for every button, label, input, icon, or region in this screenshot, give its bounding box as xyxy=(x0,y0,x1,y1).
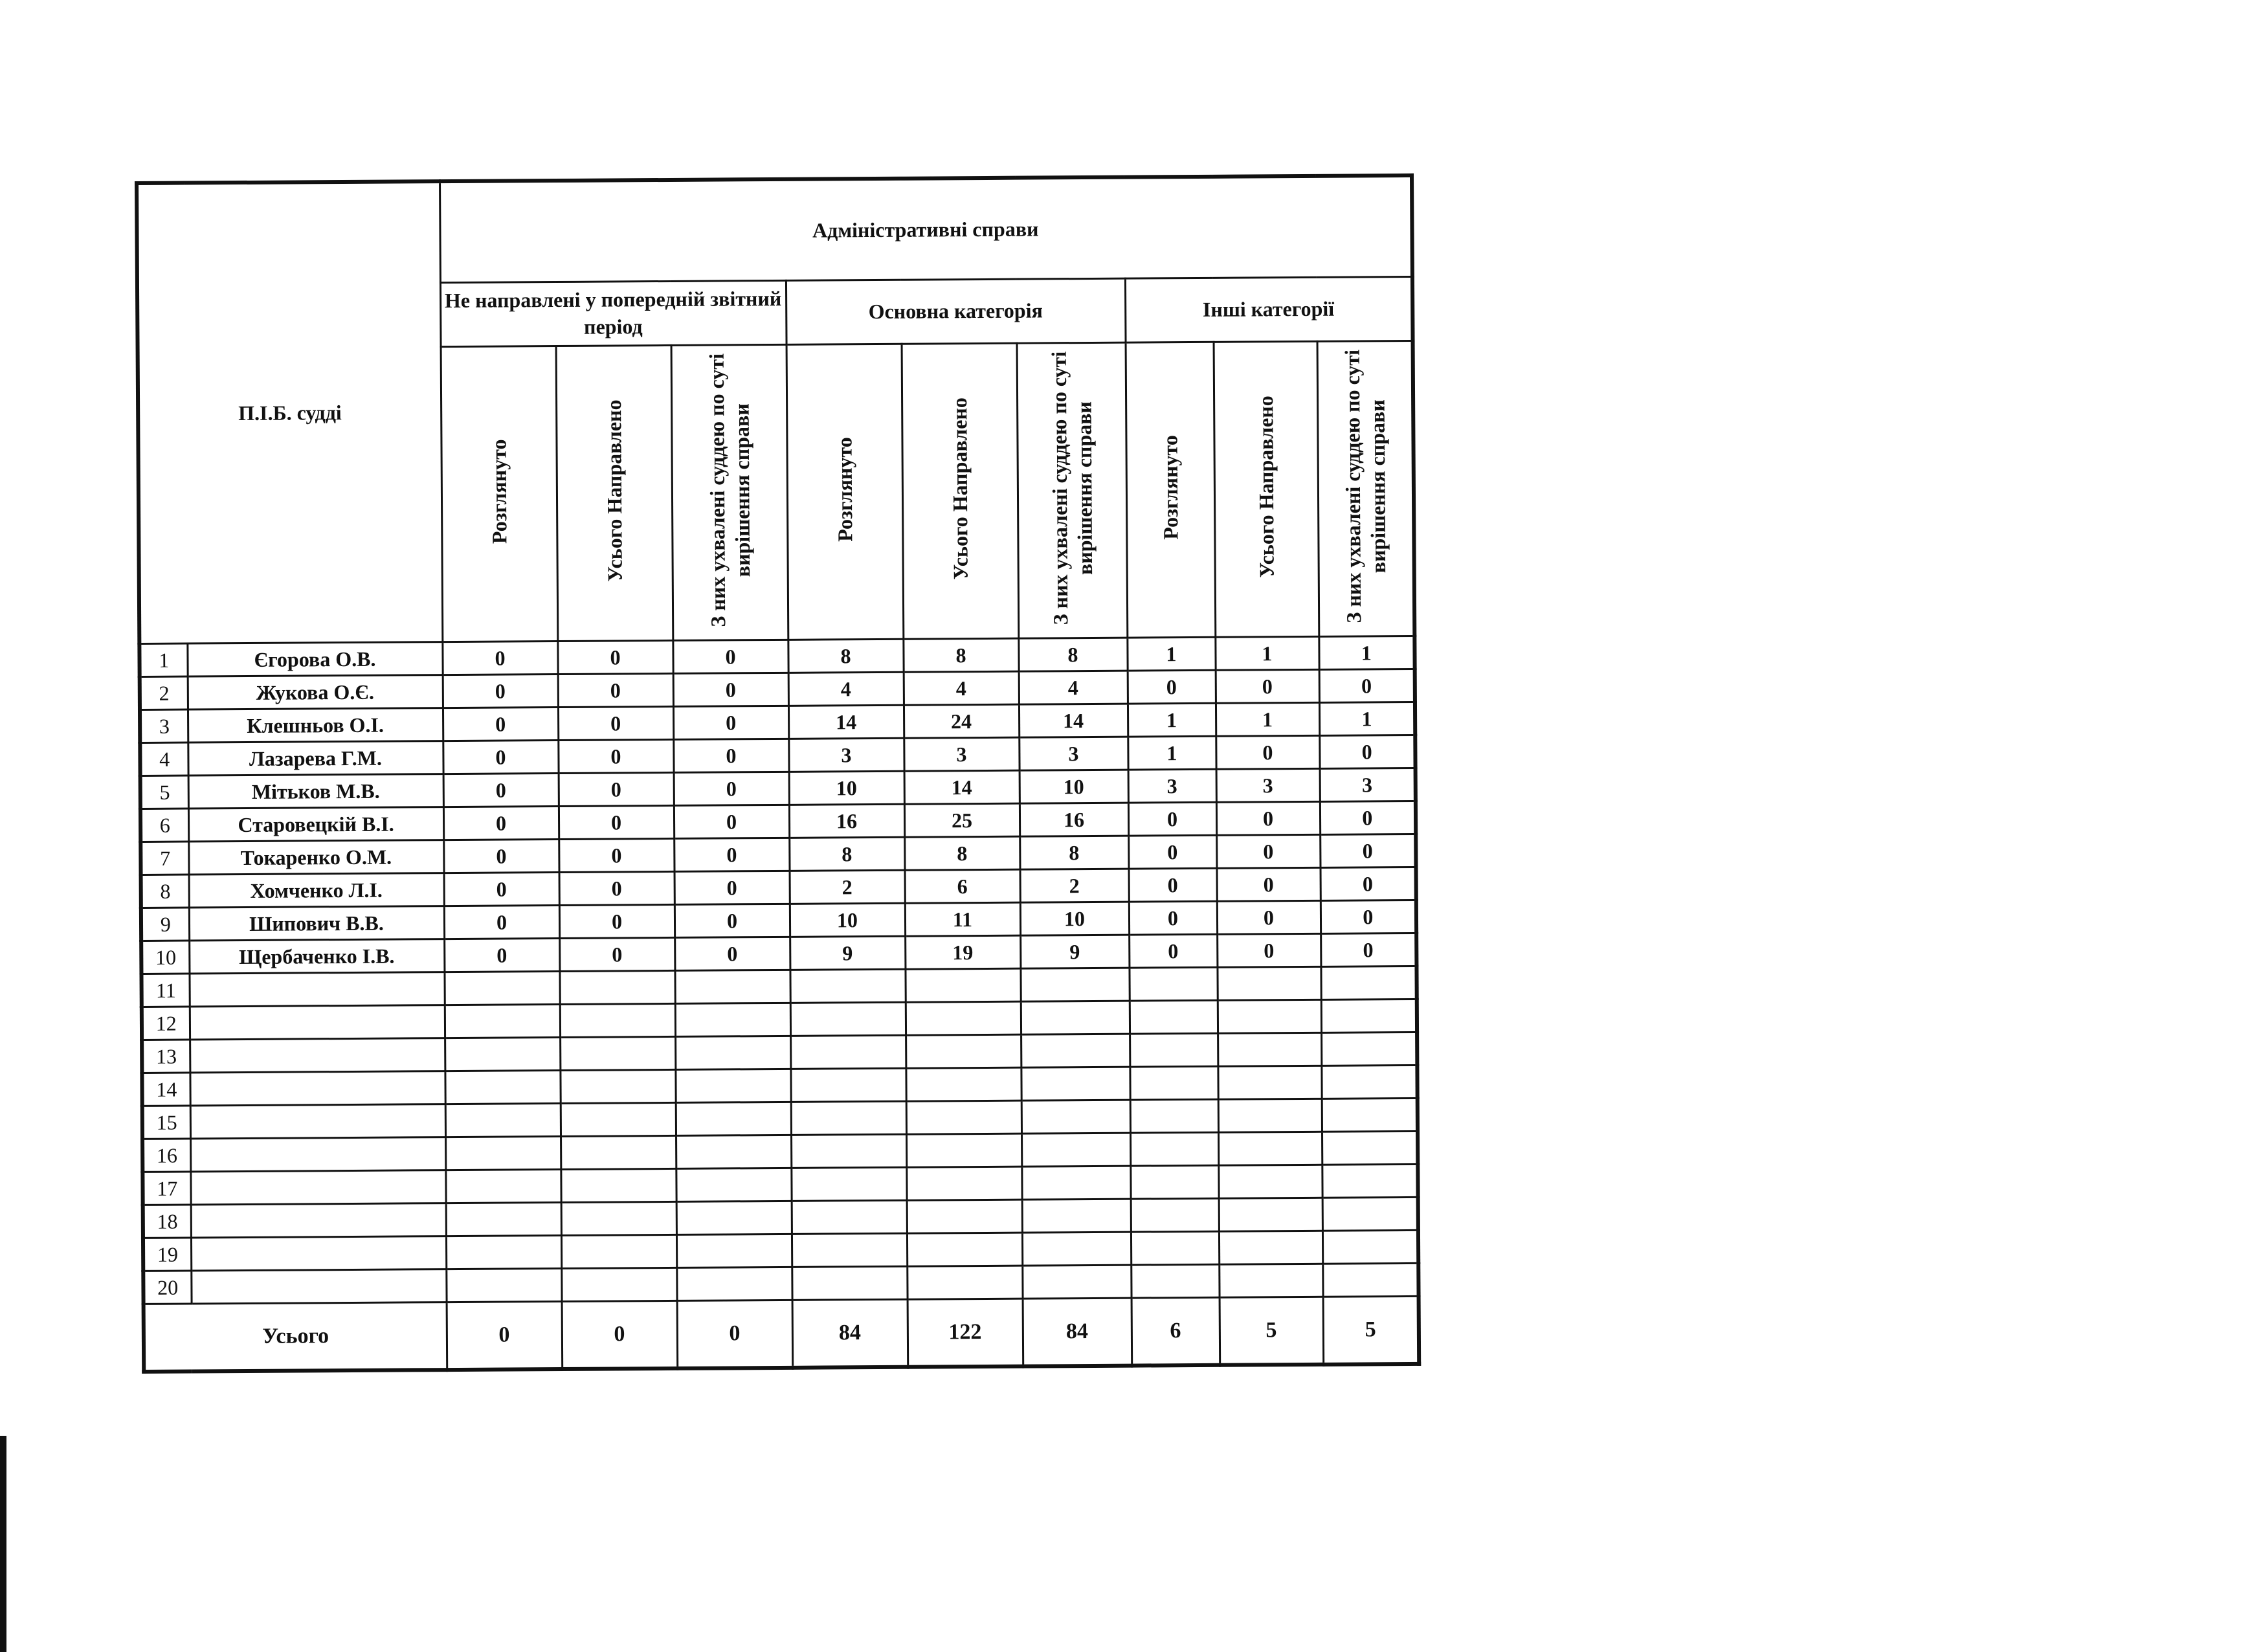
value-cell xyxy=(1021,1133,1130,1166)
value-cell xyxy=(675,1069,790,1102)
value-cell: 1 xyxy=(1215,636,1319,670)
value-cell xyxy=(1219,1264,1322,1297)
value-cell: 0 xyxy=(1217,900,1321,934)
value-cell: 0 xyxy=(1129,901,1217,935)
row-number: 14 xyxy=(142,1073,190,1106)
value-cell xyxy=(561,1102,676,1136)
scan-edge-mark xyxy=(0,1436,6,1652)
judge-name: Старовецкій В.І. xyxy=(188,807,443,842)
value-cell: 0 xyxy=(1319,735,1415,768)
judge-name: Щербаченко І.В. xyxy=(189,939,444,974)
value-cell: 4 xyxy=(904,671,1019,705)
value-cell xyxy=(1218,1099,1322,1132)
value-cell: 10 xyxy=(790,903,905,937)
judge-name: Токаренко О.М. xyxy=(188,840,443,875)
value-cell xyxy=(907,1200,1022,1233)
value-cell: 8 xyxy=(1020,836,1128,869)
value-cell: 0 xyxy=(1320,834,1416,867)
value-cell: 0 xyxy=(443,708,558,741)
value-cell xyxy=(1130,1132,1218,1166)
value-cell xyxy=(561,1267,676,1301)
group-header-other-categories: Інші категорії xyxy=(1125,276,1413,342)
value-cell: 3 xyxy=(1128,769,1216,803)
value-cell xyxy=(446,1236,561,1269)
row-number: 3 xyxy=(140,709,188,742)
row-number: 17 xyxy=(142,1172,190,1205)
value-cell xyxy=(676,1102,791,1135)
group-header-previous-period: Не направлені у попередній звітний період xyxy=(440,280,786,346)
value-cell xyxy=(1130,1165,1218,1199)
value-cell: 0 xyxy=(559,838,674,872)
value-cell xyxy=(1322,1197,1418,1231)
value-cell: 10 xyxy=(1020,902,1129,935)
subcol-header: Усього Направлено xyxy=(1214,341,1319,637)
value-cell: 0 xyxy=(1216,735,1319,769)
value-cell xyxy=(1022,1265,1131,1299)
value-cell xyxy=(1321,966,1416,999)
total-cell: 84 xyxy=(1023,1298,1132,1367)
value-cell xyxy=(675,1036,790,1069)
value-cell xyxy=(674,970,790,1003)
judge-name: Лазарева Г.М. xyxy=(188,741,443,776)
value-cell xyxy=(792,1233,907,1267)
value-cell: 8 xyxy=(1018,638,1127,671)
value-cell: 0 xyxy=(559,772,674,806)
value-cell xyxy=(676,1201,792,1234)
value-cell: 0 xyxy=(443,675,558,708)
value-cell xyxy=(906,1067,1021,1101)
judge-name: Шипович В.В. xyxy=(189,906,444,941)
row-number: 5 xyxy=(140,776,188,809)
row-number: 18 xyxy=(143,1205,191,1238)
value-cell: 1 xyxy=(1127,637,1215,671)
judge-name xyxy=(190,1005,445,1040)
row-number: 2 xyxy=(140,676,188,709)
value-cell: 8 xyxy=(788,639,903,673)
value-cell: 0 xyxy=(674,871,790,904)
value-cell xyxy=(1131,1264,1219,1298)
value-cell: 3 xyxy=(788,738,904,772)
value-cell: 0 xyxy=(558,739,673,773)
value-cell xyxy=(792,1200,907,1234)
value-cell xyxy=(1322,1131,1418,1165)
value-cell xyxy=(1129,967,1217,1001)
value-cell: 0 xyxy=(559,937,674,971)
value-cell: 0 xyxy=(443,741,558,774)
row-number: 11 xyxy=(141,974,189,1007)
value-cell xyxy=(561,1135,676,1169)
value-cell xyxy=(1218,1032,1321,1066)
value-cell: 0 xyxy=(1128,835,1216,869)
value-cell: 0 xyxy=(1129,934,1217,968)
value-cell xyxy=(1218,1165,1322,1198)
value-cell: 19 xyxy=(905,935,1020,969)
value-cell xyxy=(1021,1067,1130,1100)
value-cell: 0 xyxy=(674,937,790,970)
value-cell xyxy=(560,1069,675,1103)
value-cell: 10 xyxy=(789,771,904,805)
value-cell: 0 xyxy=(1321,867,1416,900)
value-cell xyxy=(1321,1032,1417,1066)
value-cell xyxy=(906,1100,1021,1134)
judge-name xyxy=(191,1236,446,1271)
value-cell xyxy=(907,1266,1022,1299)
value-cell xyxy=(906,1034,1021,1068)
table-header xyxy=(137,175,1414,644)
subcol-header: Розглянуто xyxy=(441,346,558,642)
value-cell: 0 xyxy=(1216,834,1320,868)
subcol-header: З них ухвалені суддею по суті вирішення справи xyxy=(1017,342,1128,638)
row-number: 9 xyxy=(141,908,189,941)
main-title-header: Адміністративні справи xyxy=(440,175,1412,283)
total-cell: 0 xyxy=(562,1300,678,1369)
value-cell: 0 xyxy=(1128,802,1216,836)
judge-name-header: П.І.Б. судді xyxy=(137,181,442,643)
subcol-header: З них ухвалені суддею по суті вирішення справи xyxy=(1317,340,1415,636)
value-cell: 0 xyxy=(673,706,788,739)
row-number: 10 xyxy=(141,941,189,974)
value-cell xyxy=(1218,1066,1321,1099)
value-cell xyxy=(790,969,905,1003)
value-cell: 1 xyxy=(1319,702,1415,735)
value-cell xyxy=(907,1233,1022,1266)
judge-name xyxy=(190,1170,445,1205)
value-cell xyxy=(792,1266,907,1300)
value-cell xyxy=(445,1038,560,1071)
value-cell xyxy=(906,1166,1021,1200)
value-cell xyxy=(1130,1099,1218,1133)
value-cell: 8 xyxy=(903,638,1018,672)
value-cell xyxy=(1130,1066,1218,1100)
value-cell xyxy=(446,1269,561,1302)
value-cell: 0 xyxy=(559,904,674,938)
value-cell xyxy=(1322,1098,1418,1132)
value-cell: 0 xyxy=(1129,868,1217,902)
value-cell xyxy=(1321,1065,1417,1099)
value-cell: 3 xyxy=(1019,737,1128,770)
value-cell: 14 xyxy=(904,770,1020,804)
value-cell: 0 xyxy=(443,774,559,807)
group-header-main-category: Основна категорія xyxy=(786,278,1126,344)
value-cell: 1 xyxy=(1128,736,1216,770)
value-cell: 0 xyxy=(1321,900,1416,933)
value-cell: 1 xyxy=(1216,702,1319,736)
value-cell xyxy=(446,1203,561,1236)
judges-report-table xyxy=(135,173,1421,1374)
subcol-header: Розглянуто xyxy=(1126,342,1216,638)
table-footer xyxy=(144,1296,1420,1372)
total-cell: 84 xyxy=(792,1299,908,1368)
value-cell: 4 xyxy=(788,672,904,706)
value-cell: 0 xyxy=(558,673,673,707)
value-cell: 8 xyxy=(904,836,1020,870)
value-cell: 9 xyxy=(790,936,905,970)
value-cell xyxy=(1219,1198,1322,1231)
value-cell xyxy=(561,1201,676,1235)
total-cell: 0 xyxy=(677,1300,793,1368)
value-cell: 11 xyxy=(905,902,1020,936)
judge-name xyxy=(190,1038,445,1073)
value-cell: 0 xyxy=(1321,933,1416,966)
value-cell xyxy=(675,1003,790,1036)
value-cell xyxy=(1130,1000,1218,1034)
value-cell xyxy=(1021,1034,1130,1067)
row-number: 13 xyxy=(142,1040,190,1073)
value-cell xyxy=(1217,966,1321,1000)
total-row xyxy=(144,1296,1420,1372)
value-cell xyxy=(1022,1199,1131,1233)
value-cell xyxy=(676,1168,791,1201)
value-cell: 0 xyxy=(444,939,559,972)
table-body xyxy=(139,636,1418,1304)
value-cell xyxy=(1021,1100,1130,1133)
judge-name xyxy=(190,1071,445,1106)
value-cell xyxy=(561,1168,676,1202)
value-cell: 0 xyxy=(443,807,559,840)
value-cell xyxy=(676,1234,792,1267)
value-cell xyxy=(791,1167,906,1201)
value-cell xyxy=(1218,999,1321,1033)
value-cell xyxy=(906,1133,1021,1167)
value-cell: 0 xyxy=(674,772,789,805)
value-cell: 14 xyxy=(1019,704,1128,737)
value-cell: 14 xyxy=(788,705,904,739)
value-cell xyxy=(1131,1198,1219,1232)
value-cell: 0 xyxy=(559,871,674,905)
value-cell: 24 xyxy=(904,704,1019,738)
value-cell xyxy=(561,1234,676,1268)
value-cell xyxy=(1021,1001,1130,1034)
value-cell: 0 xyxy=(443,840,559,873)
value-cell xyxy=(676,1267,792,1300)
value-cell: 10 xyxy=(1020,770,1128,803)
judge-name: Мітьков М.В. xyxy=(188,774,443,809)
subcol-header: З них ухвалені суддею по суті вирішення справи xyxy=(671,344,788,640)
value-cell xyxy=(791,1101,906,1135)
value-cell xyxy=(1130,1033,1218,1067)
value-cell xyxy=(906,1001,1021,1035)
total-cell: 5 xyxy=(1323,1296,1420,1364)
total-cell: 5 xyxy=(1220,1297,1324,1365)
row-number: 16 xyxy=(142,1139,190,1172)
value-cell xyxy=(1321,999,1417,1032)
value-cell xyxy=(1322,1230,1418,1264)
value-cell: 4 xyxy=(1019,671,1128,704)
value-cell: 0 xyxy=(674,838,789,871)
subcol-header: Розглянуто xyxy=(786,344,904,640)
value-cell: 3 xyxy=(1216,768,1320,802)
value-cell: 0 xyxy=(1319,669,1415,702)
row-number: 12 xyxy=(142,1007,190,1040)
value-cell xyxy=(905,968,1020,1002)
value-cell: 0 xyxy=(673,739,788,772)
judge-name xyxy=(190,1104,445,1139)
judge-name: Клешньов О.І. xyxy=(188,708,443,742)
total-cell: 6 xyxy=(1132,1297,1220,1365)
total-cell: 0 xyxy=(447,1302,563,1370)
value-cell: 0 xyxy=(674,805,789,838)
value-cell xyxy=(791,1134,906,1168)
judge-name: Єгорова О.В. xyxy=(187,642,442,676)
value-cell: 0 xyxy=(444,873,559,906)
value-cell: 3 xyxy=(904,737,1019,771)
value-cell: 0 xyxy=(558,706,673,740)
judge-name: Жукова О.Є. xyxy=(188,675,443,709)
value-cell xyxy=(445,1005,560,1038)
value-cell xyxy=(560,1036,675,1070)
value-cell xyxy=(790,1068,906,1102)
value-cell: 16 xyxy=(789,804,904,838)
value-cell: 0 xyxy=(1216,669,1319,703)
row-number: 15 xyxy=(142,1106,190,1139)
judge-name: Хомченко Л.І. xyxy=(189,873,444,908)
value-cell: 25 xyxy=(904,803,1020,837)
value-cell: 0 xyxy=(444,906,559,939)
judge-name xyxy=(189,972,444,1007)
value-cell: 0 xyxy=(1217,933,1321,967)
judge-name xyxy=(191,1203,446,1238)
subcol-header: Усього Направлено xyxy=(902,343,1019,639)
judge-name xyxy=(190,1137,445,1172)
value-cell xyxy=(1322,1164,1418,1198)
value-cell: 0 xyxy=(1128,670,1216,704)
value-cell: 8 xyxy=(789,837,904,871)
value-cell: 0 xyxy=(442,642,557,675)
value-cell: 9 xyxy=(1020,935,1129,968)
value-cell: 2 xyxy=(1020,869,1129,902)
value-cell: 6 xyxy=(905,869,1020,903)
value-cell xyxy=(1219,1231,1322,1264)
row-number: 1 xyxy=(139,643,187,676)
value-cell xyxy=(444,972,559,1005)
row-number: 6 xyxy=(140,809,188,842)
total-label: Усього xyxy=(144,1302,447,1372)
value-cell xyxy=(1020,968,1129,1001)
value-cell xyxy=(445,1170,561,1203)
total-cell: 122 xyxy=(908,1299,1023,1367)
row-number: 19 xyxy=(143,1238,191,1271)
value-cell: 16 xyxy=(1020,803,1128,836)
value-cell: 0 xyxy=(557,640,673,674)
value-cell xyxy=(1218,1132,1322,1165)
value-cell xyxy=(1131,1231,1219,1265)
report-sheet xyxy=(135,173,1421,1374)
row-number: 20 xyxy=(143,1271,191,1304)
row-number: 8 xyxy=(141,875,189,908)
value-cell: 0 xyxy=(559,805,674,839)
value-cell: 3 xyxy=(1320,768,1416,801)
value-cell: 1 xyxy=(1128,703,1216,737)
value-cell xyxy=(445,1104,561,1137)
value-cell xyxy=(790,1035,906,1069)
judge-name xyxy=(191,1269,446,1304)
value-cell xyxy=(1322,1263,1418,1297)
value-cell: 0 xyxy=(1216,801,1320,835)
value-cell xyxy=(676,1135,791,1168)
value-cell: 0 xyxy=(674,904,790,937)
row-number: 4 xyxy=(140,742,188,776)
value-cell xyxy=(1022,1232,1131,1266)
value-cell: 1 xyxy=(1319,636,1414,669)
value-cell: 0 xyxy=(673,673,788,706)
value-cell: 0 xyxy=(1320,801,1416,834)
value-cell xyxy=(445,1071,560,1104)
value-cell xyxy=(1021,1166,1130,1200)
value-cell: 2 xyxy=(790,870,905,904)
value-cell: 0 xyxy=(1217,867,1321,901)
value-cell: 0 xyxy=(673,640,788,673)
value-cell xyxy=(559,970,674,1004)
subcol-header: Усього Направлено xyxy=(556,345,673,641)
row-number: 7 xyxy=(140,842,188,875)
value-cell xyxy=(790,1002,906,1036)
value-cell xyxy=(445,1137,561,1170)
value-cell xyxy=(560,1003,675,1037)
